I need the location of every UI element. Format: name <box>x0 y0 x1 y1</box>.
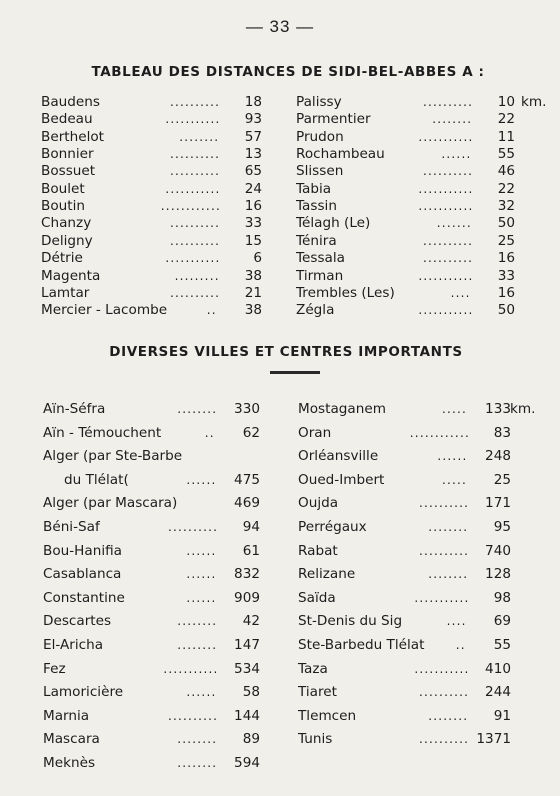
distance-value: 91 <box>493 707 511 724</box>
distance-value: 22 <box>497 180 515 197</box>
leader-dots: ...... <box>186 567 217 582</box>
distance-value: 740 <box>485 542 511 559</box>
distance-value: 89 <box>242 731 260 748</box>
leader-dots: ........ <box>177 614 218 629</box>
distance-value: 95 <box>493 519 511 535</box>
section-title-distances: TABLEAU DES DISTANCES DE SIDI-BEL-ABBES A : <box>91 64 485 80</box>
place-name: Prudon <box>296 128 344 145</box>
place-name: Tunis <box>298 731 333 748</box>
distance-value: 330 <box>234 401 260 417</box>
distance-value: 10 <box>497 94 515 110</box>
place-name: Lamoricière <box>43 684 124 701</box>
table-row <box>41 145 262 163</box>
distance-value: 128 <box>485 566 511 583</box>
distance-value: 11 <box>497 128 515 145</box>
place-name: Boulet <box>41 180 85 197</box>
distance-value: 38 <box>244 267 262 284</box>
distance-value: 50 <box>497 302 515 319</box>
place-name: Tabia <box>296 180 332 197</box>
leader-dots: ........ <box>177 638 218 652</box>
table-row <box>296 110 515 128</box>
table-row <box>298 447 511 465</box>
distance-value: 18 <box>244 94 262 110</box>
place-name: Lamtar <box>41 284 90 301</box>
leader-dots: .......... <box>419 732 470 747</box>
place-name: Parmentier <box>296 111 371 128</box>
leader-dots: ........ <box>428 520 469 534</box>
leader-dots: ...... <box>186 685 217 700</box>
leader-dots: ......... <box>174 268 220 283</box>
table-row <box>298 707 511 725</box>
table-row <box>41 214 262 232</box>
distance-value: 42 <box>242 613 260 630</box>
table-row <box>298 542 511 560</box>
place-name: Alger (par Mascara) <box>43 495 178 512</box>
distance-value: 93 <box>244 111 262 128</box>
place-name: Alger (par Ste-Barbe <box>43 448 183 465</box>
leader-dots: ........ <box>177 756 218 770</box>
place-name: Mascara <box>43 731 100 748</box>
table-row <box>296 93 515 111</box>
leader-dots: .... <box>450 285 471 300</box>
distance-value: 13 <box>244 146 262 163</box>
table-row <box>43 542 260 560</box>
place-name: Zégla <box>296 302 335 319</box>
table-row <box>41 128 262 146</box>
leader-dots: .. <box>455 638 466 652</box>
place-name: Marnia <box>43 707 90 724</box>
table-row <box>298 612 511 630</box>
place-name: Aïn-Séfra <box>43 401 106 417</box>
place-name: Palissy <box>296 94 342 110</box>
place-name: Télagh (Le) <box>296 215 371 232</box>
leader-dots: .. <box>204 425 215 440</box>
place-name: Oujda <box>298 495 339 512</box>
distance-value: 25 <box>497 232 515 249</box>
distance-value: 909 <box>234 589 260 606</box>
table-row <box>43 660 260 678</box>
distance-value: 475 <box>234 471 260 488</box>
place-name: Tlemcen <box>298 707 357 724</box>
place-name: Constantine <box>43 589 125 606</box>
place-name: St-Denis du Sig <box>298 613 403 630</box>
table-row <box>298 683 511 701</box>
table-row <box>298 518 511 536</box>
distance-value: 410 <box>485 660 511 677</box>
table-row <box>296 301 515 319</box>
distance-value: 133 <box>485 401 511 417</box>
place-name: Tirman <box>296 267 344 284</box>
distance-value: 55 <box>493 637 511 653</box>
leader-dots: ............ <box>160 199 221 214</box>
leader-dots: ........ <box>177 402 218 416</box>
table-row <box>41 180 262 198</box>
leader-dots: ...... <box>186 543 217 558</box>
place-name: Descartes <box>43 613 112 630</box>
leader-dots: .......... <box>170 233 221 248</box>
place-name: Meknès <box>43 755 96 771</box>
table-row <box>41 301 262 319</box>
distance-value: 22 <box>497 111 515 128</box>
place-name: Casablanca <box>43 566 122 583</box>
leader-dots: .......... <box>170 216 221 231</box>
distance-value: 16 <box>244 198 262 215</box>
leader-dots: ........... <box>418 129 474 144</box>
leader-dots: ...... <box>437 449 468 464</box>
place-name: Boutin <box>41 198 85 215</box>
distance-value: 62 <box>242 424 260 441</box>
leader-dots: ............ <box>409 425 470 440</box>
table-row <box>41 93 262 111</box>
leader-dots: ...... <box>441 147 472 162</box>
leader-dots: ...... <box>186 590 217 605</box>
place-name: Magenta <box>41 267 101 284</box>
table-row <box>43 518 260 536</box>
distance-value: 83 <box>493 424 511 441</box>
unit-label: km. <box>521 94 547 110</box>
table-row <box>296 214 515 232</box>
table-row <box>296 180 515 198</box>
distance-value: 94 <box>242 519 260 535</box>
table-row <box>296 197 515 215</box>
distance-value: 33 <box>244 215 262 232</box>
leader-dots: .......... <box>168 708 219 723</box>
distance-value: 32 <box>497 198 515 215</box>
distance-value: 16 <box>497 250 515 267</box>
table-row <box>296 162 515 180</box>
distance-value: 147 <box>234 637 260 653</box>
table-row <box>41 197 262 215</box>
distance-value: 16 <box>497 284 515 301</box>
table-row <box>43 447 260 465</box>
leader-dots: .......... <box>423 164 474 179</box>
table-row <box>296 145 515 163</box>
table-row <box>43 730 260 748</box>
page-number: — 33 — <box>245 17 315 36</box>
leader-dots: ........ <box>428 567 469 582</box>
distance-value: 65 <box>244 163 262 180</box>
place-name: du Tlélat( <box>64 471 129 488</box>
leader-dots: .......... <box>170 95 221 109</box>
leader-dots: ........... <box>418 303 474 318</box>
place-name: Oran <box>298 424 332 441</box>
place-name: Mostaganem <box>298 401 386 417</box>
distance-value: 15 <box>244 232 262 249</box>
table-row <box>296 267 515 285</box>
distance-value: 46 <box>497 163 515 180</box>
place-name: Mercier - Lacombe <box>41 302 168 319</box>
leader-dots: ........... <box>163 661 219 676</box>
table-row <box>296 232 515 250</box>
place-name: Berthelot <box>41 128 105 145</box>
table-row <box>298 400 511 418</box>
distance-value: 69 <box>493 613 511 630</box>
leader-dots: .... <box>446 614 467 629</box>
place-name: Taza <box>298 660 328 677</box>
table-row <box>41 232 262 250</box>
table-row <box>43 494 260 512</box>
leader-dots: ........... <box>418 181 474 196</box>
table-row <box>43 754 260 772</box>
distance-value: 244 <box>485 684 511 701</box>
table-row <box>43 683 260 701</box>
table-row <box>296 249 515 267</box>
table-row <box>41 284 262 302</box>
leader-dots: ..... <box>442 472 468 487</box>
distance-value: 534 <box>234 660 260 677</box>
table-row <box>298 494 511 512</box>
distance-value: 98 <box>493 589 511 606</box>
table-row <box>298 589 511 607</box>
leader-dots: ...... <box>186 472 217 487</box>
table-row <box>298 660 511 678</box>
leader-dots: ........ <box>428 708 469 723</box>
table-row <box>41 249 262 267</box>
distance-value: 469 <box>234 495 260 512</box>
place-name: Ténira <box>296 232 337 249</box>
distance-value: 144 <box>234 707 260 724</box>
distance-value: 594 <box>234 755 260 771</box>
leader-dots: ........... <box>165 112 221 127</box>
place-name: Fez <box>43 660 66 677</box>
place-name: Saïda <box>298 589 336 606</box>
leader-dots: .......... <box>170 285 221 300</box>
leader-dots: .......... <box>423 233 474 248</box>
leader-dots: .......... <box>419 496 470 511</box>
place-name: Perrégaux <box>298 519 367 535</box>
leader-dots: ........... <box>414 590 470 605</box>
distance-value: 171 <box>485 495 511 512</box>
distance-value: 33 <box>497 267 515 284</box>
table-row <box>41 162 262 180</box>
distance-value: 248 <box>485 448 511 465</box>
leader-dots: .......... <box>419 543 470 558</box>
table-row <box>296 128 515 146</box>
place-name: Tessala <box>296 250 345 267</box>
place-name: Tassin <box>296 198 337 215</box>
leader-dots: .......... <box>423 95 474 109</box>
distance-value: 61 <box>242 542 260 559</box>
leader-dots: ........... <box>418 199 474 214</box>
place-name: Bossuet <box>41 163 96 180</box>
place-name: Baudens <box>41 94 100 110</box>
table-row <box>43 589 260 607</box>
table-row <box>64 471 260 489</box>
leader-dots: ........ <box>179 129 220 144</box>
table-row <box>298 424 511 442</box>
leader-dots: ........... <box>414 661 470 676</box>
leader-dots: ........... <box>418 268 474 283</box>
leader-dots: .......... <box>170 164 221 179</box>
leader-dots: ........ <box>177 732 218 747</box>
table-row <box>298 636 511 654</box>
place-name: Deligny <box>41 232 93 249</box>
place-name: Tiaret <box>298 684 337 701</box>
distance-value: 6 <box>253 250 262 267</box>
place-name: Aïn - Témouchent <box>43 424 162 441</box>
place-name: Bonnier <box>41 146 94 163</box>
table-row <box>43 636 260 654</box>
place-name: Bedeau <box>41 111 93 128</box>
place-name: Oued-Imbert <box>298 471 385 488</box>
distance-value: 21 <box>244 284 262 301</box>
distance-value: 50 <box>497 215 515 232</box>
place-name: Rabat <box>298 542 338 559</box>
table-row <box>43 565 260 583</box>
place-name: Rochambeau <box>296 146 385 163</box>
distance-value: 38 <box>244 302 262 319</box>
table-row <box>43 424 260 442</box>
table-row <box>41 267 262 285</box>
table-row <box>43 707 260 725</box>
leader-dots: .......... <box>423 251 474 266</box>
leader-dots: ........... <box>165 251 221 266</box>
distance-value: 55 <box>497 146 515 163</box>
distance-value: 24 <box>244 180 262 197</box>
place-name: Relizane <box>298 566 356 583</box>
leader-dots: ........... <box>165 181 221 196</box>
place-name: Béni-Saf <box>43 519 100 535</box>
leader-dots: ..... <box>442 402 468 416</box>
distance-value: 58 <box>242 684 260 701</box>
leader-dots: .......... <box>168 520 219 534</box>
title-rule <box>270 371 320 374</box>
leader-dots: ....... <box>436 216 472 231</box>
place-name: Ste-Barbedu Tlélat <box>298 637 425 653</box>
table-row <box>298 565 511 583</box>
table-row <box>43 612 260 630</box>
leader-dots: .......... <box>170 147 221 162</box>
table-row <box>43 400 260 418</box>
place-name: El-Aricha <box>43 637 104 653</box>
leader-dots: .......... <box>419 685 470 700</box>
distance-value: 832 <box>234 566 260 583</box>
unit-label: km. <box>510 401 536 417</box>
place-name: Chanzy <box>41 215 92 232</box>
distance-value: 57 <box>244 128 262 145</box>
distance-value: 25 <box>493 471 511 488</box>
table-row <box>296 284 515 302</box>
distance-value: 1371 <box>476 731 511 748</box>
table-row <box>298 730 511 748</box>
section-title-villes: DIVERSES VILLES ET CENTRES IMPORTANTS <box>109 344 463 360</box>
leader-dots: ........ <box>432 112 473 127</box>
place-name: Bou-Hanifia <box>43 542 123 559</box>
table-row <box>41 110 262 128</box>
place-name: Détrie <box>41 250 83 267</box>
table-row <box>298 471 511 489</box>
place-name: Slissen <box>296 163 344 180</box>
place-name: Orléansville <box>298 448 379 465</box>
leader-dots: .. <box>206 303 217 318</box>
place-name: Trembles (Les) <box>296 284 395 301</box>
